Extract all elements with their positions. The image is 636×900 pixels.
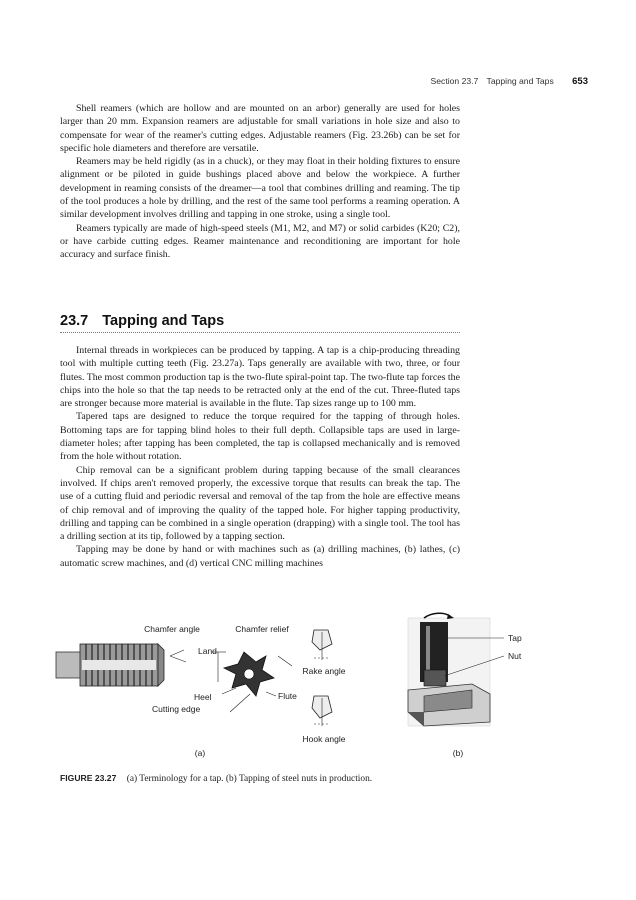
label-heel: Heel [194, 692, 212, 702]
label-flute: Flute [278, 691, 297, 701]
section-heading [60, 313, 460, 333]
paragraph: Shell reamers (which are hollow and are mounted on an arbor) generally are used for holes larger than 20 mm. Expansion reamers are adjustable for small variations in hole size and also to compensate for wear of the reamer's cutting edges. Adjustable reamers (Fig. 23.26b) can be set for specific hole diameters and therefore are versatile. [60, 103, 460, 154]
label-rake-angle: Rake angle [302, 666, 346, 676]
section-number: 23.7 [60, 313, 89, 329]
figure-caption [60, 773, 580, 784]
label-nut: Nut [508, 651, 522, 661]
tapping-photo [408, 613, 504, 726]
paragraph: Tapered taps are designed to reduce the torque required for the tapping of through holes. Bottoming taps are for tapping blind holes to their full depth. Collapsible taps are used in large-diameter holes; after tapping has been completed, the tap is collapsed mechanically and is removed from the hole without rotation. [60, 411, 460, 463]
figure-caption-text: (a) Terminology for a tap. (b) Tapping of steel nuts in production. [126, 774, 373, 784]
rake-angle-detail [312, 630, 332, 660]
body-text-bottom [60, 344, 460, 570]
tap-cross-section [212, 652, 292, 712]
label-panel-a: (a) [194, 748, 206, 758]
tap-figure [52, 612, 592, 760]
paragraph: Reamers typically are made of high-speed steels (M1, M2, and M7) or solid carbides (K20; C2), or have carbide cutting edges. Reamer maintenance and reconditioning are important for hole accuracy and surface finish. [60, 222, 460, 261]
hook-angle-detail [312, 696, 332, 726]
running-head-section: Section 23.7 [430, 76, 479, 86]
paragraph: Chip removal can be a significant problem during tapping because of the small clearances involved. If chips aren't removed properly, the excessive torque that results can break the tap. The use of a cutting fluid and periodic reversal and removal of the tap from the hole are effective means of chip removal and of improving the quality of the tapped hole. For higher tapping productivity, drilling and tapping can be combined in a single operation (drapping) with a single tool. The tool has a drilling section at its tip, followed by a tapping section. [60, 464, 460, 543]
label-tap: Tap [508, 633, 522, 643]
label-panel-b: (b) [452, 748, 464, 758]
running-head [0, 76, 588, 87]
paragraph: Reamers may be held rigidly (as in a chuck), or they may float in their holding fixtures to ensure alignment or be piloted in guide bushings placed above and below the workpiece. A further development in reaming consists of the dreamer—a tool that combines drilling and reaming. The tip of the tool produces a hole by drilling, and the rest of the same tool performs a reaming operation. A similar development involves drilling and tapping in one stroke, using a single tool. [60, 156, 460, 221]
label-land: Land [198, 646, 217, 656]
label-hook-angle: Hook angle [302, 734, 346, 744]
body-text-top [60, 102, 460, 262]
label-chamfer-relief: Chamfer relief [235, 624, 289, 634]
figure-number: FIGURE 23.27 [60, 773, 117, 783]
label-chamfer-angle: Chamfer angle [144, 624, 200, 634]
paragraph: Tapping may be done by hand or with machines such as (a) drilling machines, (b) lathes, (c) automatic screw machines, and (d) vertical CNC milling machines [60, 544, 460, 569]
section-title: Tapping and Taps [102, 313, 225, 329]
running-head-title: Tapping and Taps [486, 76, 554, 86]
label-cutting-edge: Cutting edge [152, 704, 201, 714]
tap-drawing [56, 644, 186, 686]
paragraph: Internal threads in workpieces can be produced by tapping. A tap is a chip-producing threading tool with multiple cutting teeth (Fig. 23.27a). Taps generally are available with two, three, or four flutes. The most common production tap is the two-flute spiral-point tap. The two-flute tap forces the chips into the hole so that the tap needs to be retracted only at the end of the cut. Three-fluted taps are stronger because more material is available in the flute. Tap sizes range up to 100 mm. [60, 345, 460, 410]
page-number: 653 [572, 76, 588, 87]
